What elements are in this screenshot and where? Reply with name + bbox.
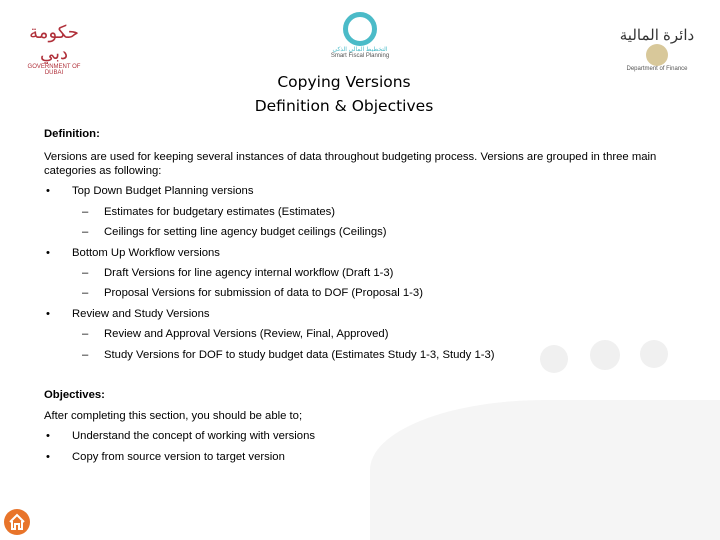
decorative-swirl: [370, 400, 720, 540]
logo-text: GOVERNMENT OF DUBAI: [27, 64, 81, 76]
bullet: •: [46, 430, 50, 442]
decorative-circle: [590, 340, 620, 370]
dash: –: [82, 287, 89, 299]
objectives-intro: After completing this section, you should be able to;: [44, 410, 303, 422]
department-of-finance-logo: دائرة المالية Department of Finance: [612, 26, 702, 72]
sub-item: Review and Approval Versions (Review, Final, Approved): [104, 328, 389, 340]
logo-text: Department of Finance: [626, 66, 688, 72]
home-button[interactable]: [4, 509, 30, 535]
sub-item: Draft Versions for line agency internal workflow (Draft 1-3): [104, 267, 394, 279]
sub-item: Proposal Versions for submission of data to DOF (Proposal 1-3): [104, 287, 423, 299]
objective-item: Copy from source version to target version: [72, 451, 285, 463]
definition-text: categories as following:: [44, 165, 162, 177]
bullet-item: Bottom Up Workflow versions: [72, 247, 220, 259]
sub-item: Ceilings for setting line agency budget ceilings (Ceilings): [104, 226, 387, 238]
bullet: •: [46, 308, 50, 320]
smart-fiscal-planning-logo: التخطيط المالي الذكي Smart Fiscal Planning: [320, 12, 400, 59]
sub-item: Estimates for budgetary estimates (Estimates): [104, 206, 336, 218]
government-of-dubai-logo: حكومة دبي GOVERNMENT OF DUBAI: [18, 22, 90, 76]
bullet: •: [46, 451, 50, 463]
home-icon: [4, 509, 30, 535]
dash: –: [82, 328, 89, 340]
decorative-circle: [540, 345, 568, 373]
decorative-circle: [640, 340, 668, 368]
dash: –: [82, 267, 89, 279]
definition-heading: Definition:: [44, 128, 100, 140]
dash: –: [82, 226, 89, 238]
title-line: Copying Versions: [277, 73, 411, 91]
objectives-heading: Objectives:: [44, 389, 105, 401]
bullet: •: [46, 247, 50, 259]
dash: –: [82, 349, 89, 361]
bullet-item: Top Down Budget Planning versions: [72, 185, 254, 197]
bullet: •: [46, 185, 50, 197]
page-title: [0, 70, 688, 118]
logo-text: Smart Fiscal Planning: [330, 53, 390, 59]
dash: –: [82, 206, 89, 218]
objective-item: Understand the concept of working with versions: [72, 430, 316, 442]
sub-item: Study Versions for DOF to study budget data (Estimates Study 1-3, Study 1-3): [104, 349, 495, 361]
bullet-item: Review and Study Versions: [72, 308, 210, 320]
title-line: Definition & Objectives: [254, 97, 434, 115]
definition-text: Versions are used for keeping several instances of data throughout budgeting process. Versions are grouped in three main: [44, 151, 657, 163]
